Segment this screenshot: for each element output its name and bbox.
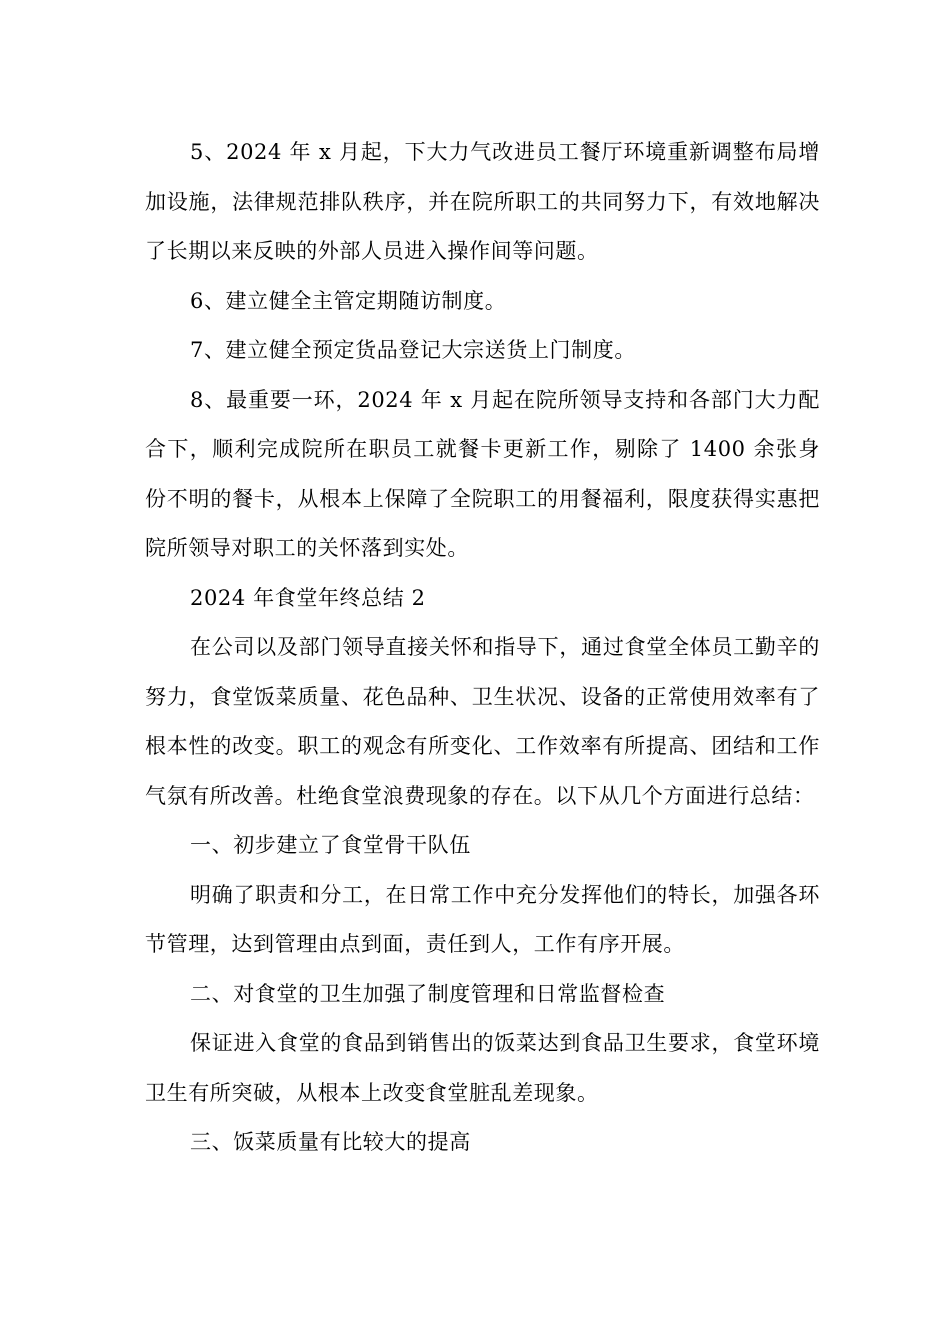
- paragraph-item-5: 5、2024 年 x 月起，下大力气改进员工餐厅环境重新调整布局增加设施，法律规范排队秩序，并在院所职工的共同努力下，有效地解决了长期以来反映的外部人员进入操作间等问题。: [145, 140, 820, 263]
- heading-two: 二、对食堂的卫生加强了制度管理和日常监督检查: [190, 981, 666, 1006]
- paragraph-item-7: 7、建立健全预定货品登记大宗送货上门制度。: [190, 338, 636, 362]
- intro-paragraph: 在公司以及部门领导直接关怀和指导下，通过食堂全体员工勤辛的努力，食堂饭菜质量、花色品种、卫生状况、设备的正常使用效率有了根本性的改变。职工的观念有所变化、工作效率有所提高、团结和工作气氛有所改善。杜绝食堂浪费现象的存在。以下从几个方面进行总结：: [145, 635, 820, 808]
- document-body: [145, 128, 820, 1168]
- paragraph-item-8: 8、最重要一环，2024 年 x 月起在院所领导支持和各部门大力配合下，顺利完成院所在职员工就餐卡更新工作，剔除了 1400 余张身份不明的餐卡，从根本上保障了全院职工的用餐福利，限度获得实惠把院所领导对职工的关怀落到实处。: [145, 387, 820, 560]
- paragraph-two: 保证进入食堂的食品到销售出的饭菜达到食品卫生要求，食堂环境卫生有所突破，从根本上改变食堂脏乱差现象。: [145, 1031, 820, 1105]
- heading-one: 一、初步建立了食堂骨干队伍: [190, 833, 471, 857]
- heading-three: 三、饭菜质量有比较大的提高: [190, 1130, 471, 1154]
- paragraph-one: 明确了职责和分工，在日常工作中充分发挥他们的特长，加强各环节管理，达到管理由点到面，责任到人，工作有序开展。: [145, 882, 820, 956]
- paragraph-item-6: 6、建立健全主管定期随访制度。: [190, 288, 507, 313]
- section-title: 2024 年食堂年终总结 2: [190, 585, 426, 610]
